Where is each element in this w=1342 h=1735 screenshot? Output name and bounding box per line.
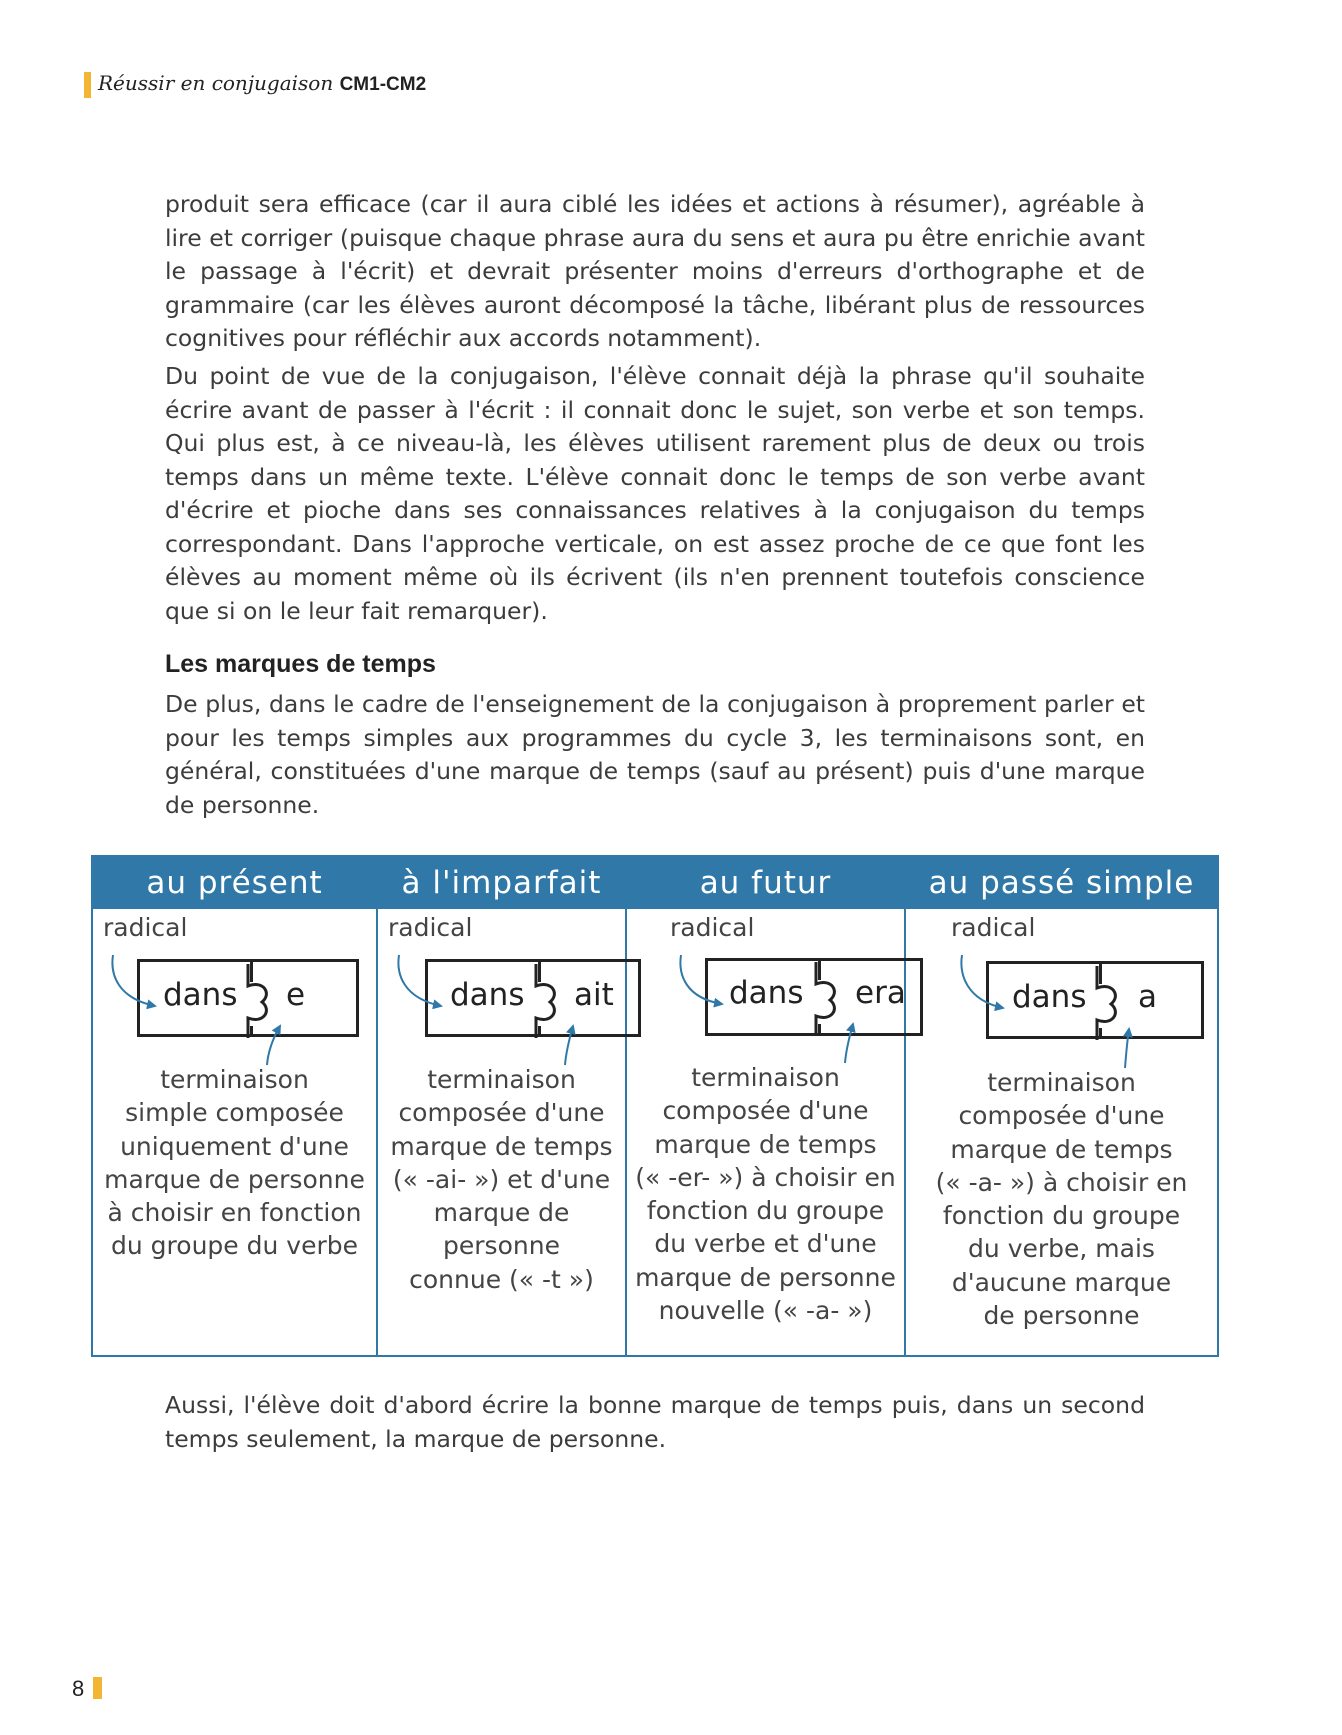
footer-accent-bar: [93, 1677, 102, 1699]
body-paragraph-2: Du point de vue de la conjugaison, l'élève connait déjà la phrase qu'il souhaite écrire avant de passer à l'écrit : il connait donc le sujet, son verbe et son temps. Qui plus est, à ce niveau-là, les élèves utilisent rarement plus de deux ou trois temps dans un même texte. L'élève connait donc le temps de son verbe avant d'écrire et pioche dans ses connaissances relatives à la conjugaison du temps correspondant. Dans l'approche verticale, on est assez proche de ce que font les élèves au moment même où ils écrivent (ils n'en prennent toutefois conscience que si on le leur fait remarquer).: [165, 362, 1145, 625]
conclusion-paragraph: Aussi, l'élève doit d'abord écrire la bonne marque de temps puis, dans un second temps seulement, la marque de personne.: [165, 1391, 1145, 1453]
section-intro: De plus, dans le cadre de l'enseignement de la conjugaison à proprement parler et pour les temps simples aux programmes du cycle 3, les terminaisons sont, en général, constituées d'une marque de temps (sauf au présent) puis d'une marque de personne.: [165, 690, 1145, 819]
description-imparfait: terminaison composée d'une marque de temps (« -ai- ») et d'une marque de personne connue (« -t »): [390, 1065, 613, 1294]
radical-label: radical: [951, 913, 1036, 942]
section-heading: Les marques de temps: [165, 650, 436, 678]
puzzle-divider: [1099, 964, 1102, 1036]
ending-text: ait: [574, 977, 614, 1013]
table-header-present: au présent: [93, 857, 376, 909]
header-accent-bar: [84, 72, 91, 98]
ending-text: a: [1138, 979, 1157, 1015]
header-title-script: Réussir en conjugaison: [98, 71, 334, 95]
page-number: 8: [72, 1676, 85, 1701]
running-header: [98, 71, 426, 96]
stem-text: dans: [1012, 979, 1087, 1015]
description-passe-simple: terminaison composée d'une marque de temps (« -a- ») à choisir en fonction du groupe du verbe, mais d'aucune marque de personne: [935, 1068, 1188, 1331]
table-header-futur: au futur: [627, 857, 904, 909]
stem-text: dans: [450, 977, 525, 1013]
stem-text: dans: [729, 975, 804, 1011]
description-present: terminaison simple composée uniquement d'une marque de personne à choisir en fonction du groupe du verbe: [104, 1065, 365, 1261]
table-header-imparfait: à l'imparfait: [378, 857, 625, 909]
puzzle-divider: [250, 962, 253, 1034]
stem-text: dans: [163, 977, 238, 1013]
ending-text: era: [855, 975, 906, 1011]
description-futur: terminaison composée d'une marque de temps (« -er- ») à choisir en fonction du groupe du verbe et d'une marque de personne nouvelle (« -a- »): [635, 1063, 896, 1326]
radical-label: radical: [670, 913, 755, 942]
ending-text: e: [286, 977, 306, 1013]
table-header-passe-simple: au passé simple: [906, 857, 1217, 909]
radical-label: radical: [103, 913, 188, 942]
puzzle-divider: [538, 962, 541, 1034]
body-paragraph-1: produit sera efficace (car il aura ciblé les idées et actions à résumer), agréable à lire et corriger (puisque chaque phrase aura du sens et aura pu être enrichie avant le passage à l'écrit) et devrait présenter moins d'erreurs d'orthographe et de grammaire (car les élèves auront décomposé la tâche, libérant plus de ressources cognitives pour réfléchir aux accords notamment).: [165, 190, 1145, 352]
tense-table: [91, 855, 1219, 1357]
puzzle-divider: [818, 961, 821, 1033]
header-title-bold: CM1-CM2: [339, 74, 427, 95]
radical-label: radical: [388, 913, 473, 942]
